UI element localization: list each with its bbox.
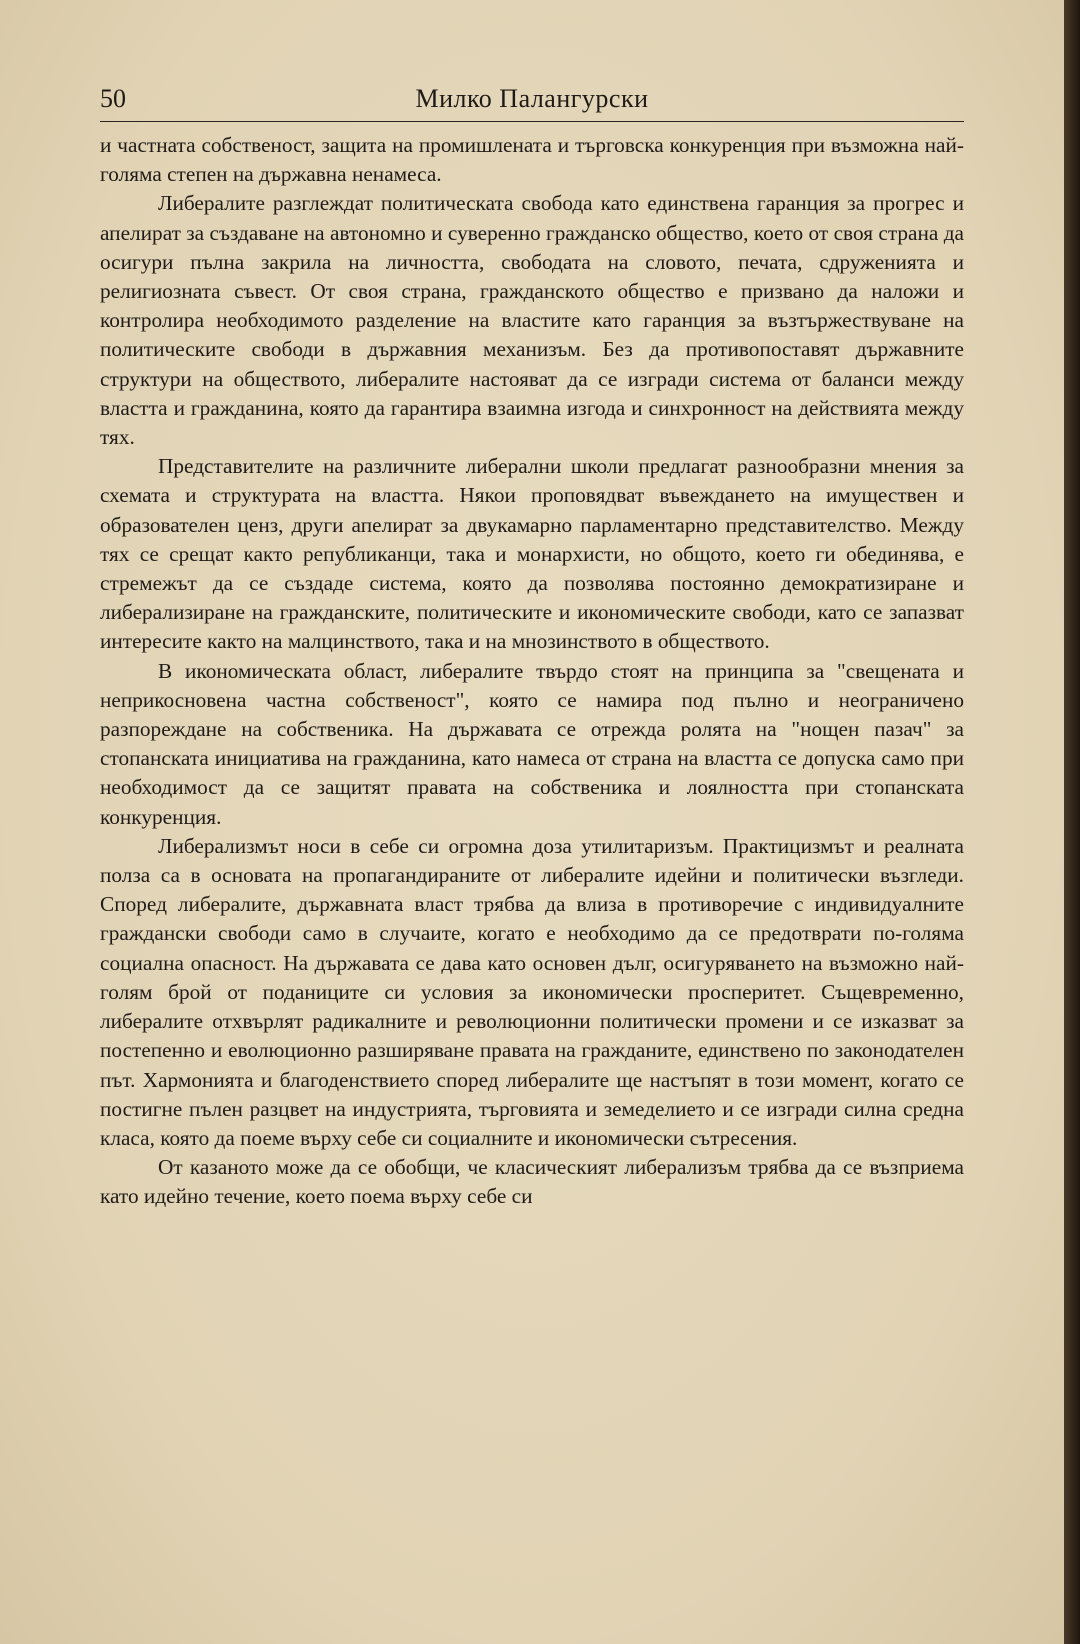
paragraph: и частната собственост, защита на промишлената и търговска конкуренция при възможна най-голяма степен на държавна ненамеса.: [100, 133, 964, 187]
header-rule: [100, 121, 964, 122]
book-spine-edge: [1064, 0, 1080, 1644]
paragraph: В икономическата област, либералите твърдо стоят на принципа за "свещената и неприкосновена частна собственост", която се намира под пълно и неограничено разпореждане на собственика. На държавата се отрежда ролята на "нощен пазач" за стопанската инициатива на гражданина, като намеса от страна на властта се допуска само при необходимост да се защитят правата на собственика и лоялността при стопанската конкуренция.: [100, 658, 964, 829]
paragraph: Представителите на различните либерални школи предлагат разнообразни мнения за схемата и структурата на властта. Някои проповядват въвеждането на имуществен и образователен ценз, други апелират за двукамарно парламентарно представителство. Между тях се срещат както републиканци, така и монархисти, но общото, което ги обединява, е стремежът да се създаде система, която да позволява постоянно демократизиране и либерализиране на гражданските, политическите и икономическите свободи, като се запазват интересите както на малцинството, така и на мнозинството в обществото.: [100, 454, 964, 654]
running-title: Милко Палангурски: [415, 84, 649, 113]
paragraph: Либералите разглеждат политическата свобода като единствена гаранция за прогрес и апелират за създаване на автономно и суверенно гражданско общество, което от своя страна да осигури пълна закрила на личността, свободата на словото, печата, сдруженията и религиозната съвест. От своя страна, гражданското общество е призвано да наложи и контролира необходимото разделение на властите като гаранция за възтържествуване на политическите свободи в държавния механизъм. Без да противопоставят държавните структури на обществото, либералите настояват да се изгради система от баланси между властта и гражданина, която да гарантира взаимна изгода и синхронност на действията между тях.: [100, 191, 964, 450]
paragraph: Либерализмът носи в себе си огромна доза утилитаризъм. Практицизмът и реалната полза са в основата на пропагандираните от либералите идейни и политически възгледи. Според либералите, държавната власт трябва да влиза в противоречие с индивидуалните граждански свободи само в случаите, когато е необходимо да се предотврати по-голяма социална опасност. На държавата се дава като основен дълг, осигуряването на възможно най-голям брой от поданиците си условия за икономически просперитет. Същевременно, либералите отхвърлят радикалните и революционни политически промени и се изказват за постепенно и еволюционно разширяване правата на гражданите, единствено по законодателен път. Хармонията и благоденствието според либералите ще настъпят в този момент, когато се постигне пълен разцвет на индустрията, търговията и земеделието и се изгради силна средна класа, която да поеме върху себе си социалните и икономически сътресения.: [100, 833, 964, 1150]
paragraph: От казаното може да се обобщи, че класическият либерализъм трябва да се възприема като идейно течение, което поема върху себе си: [100, 1155, 964, 1209]
page-header: [100, 84, 964, 122]
page-number: 50: [100, 84, 126, 113]
body-text: [100, 131, 964, 1212]
